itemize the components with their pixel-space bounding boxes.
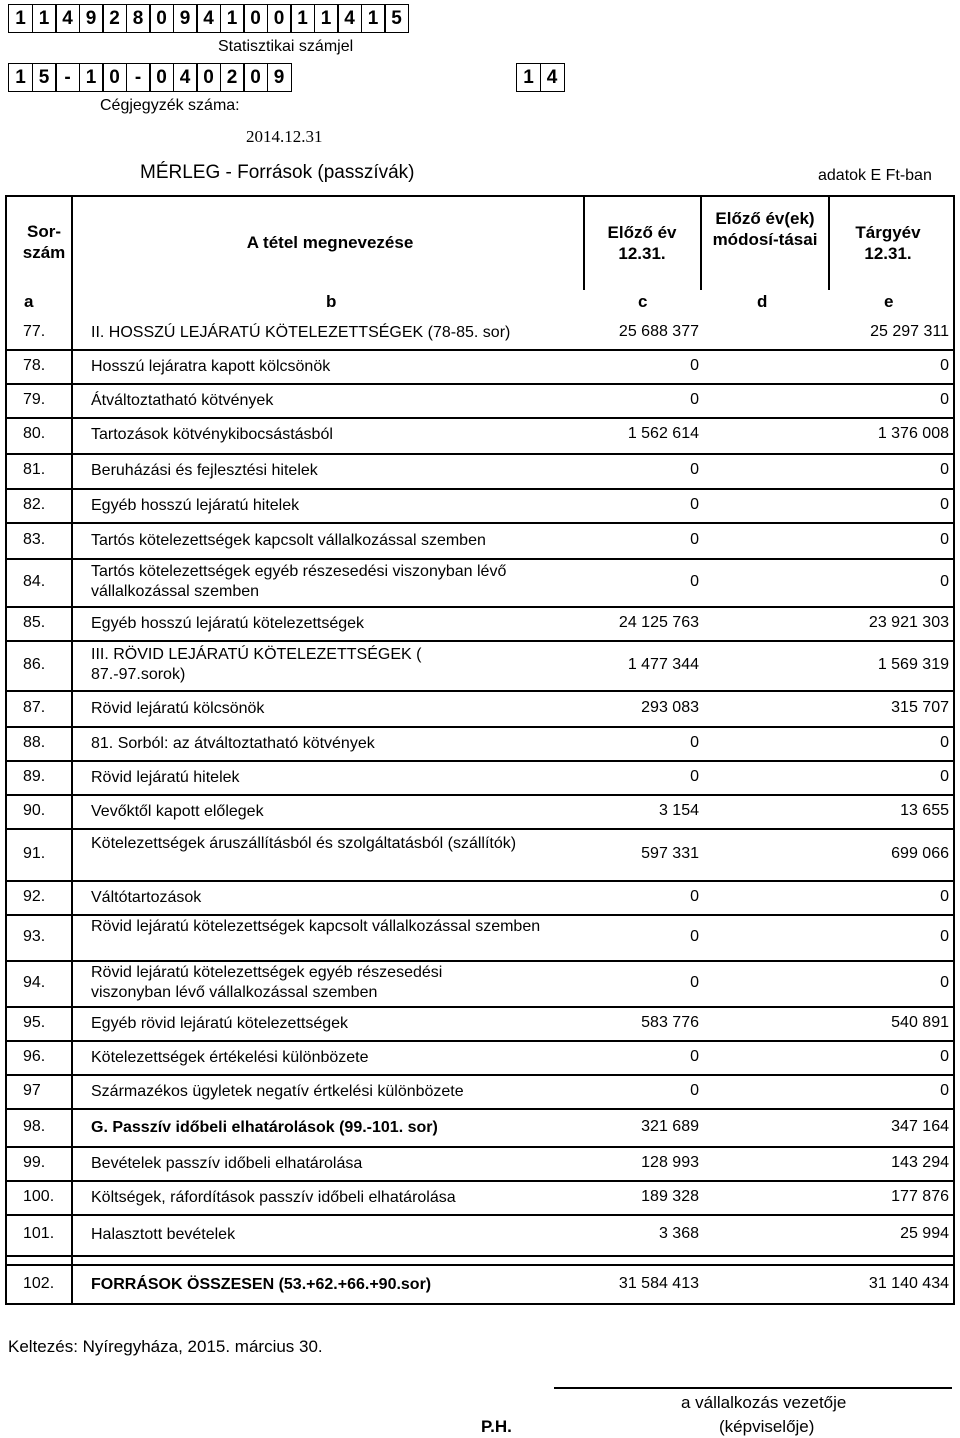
row-prev-year-value: 0 [690,1048,699,1065]
digit-box: 0 [243,63,268,92]
header-current-year: Tárgyév 12.31. [855,223,921,264]
table-row [7,316,953,350]
cegjegyzek-label: Cégjegyzék száma: [100,97,240,114]
table-row [7,1147,953,1181]
row-current-year-value: 0 [940,357,949,374]
statisztikai-szamjel-boxes [8,4,408,33]
table-row [7,489,953,523]
row-prev-year-value: 0 [690,974,699,991]
place-date: Keltezés: Nyíregyháza, 2015. március 30. [8,1337,323,1356]
row-current-year-value: 0 [940,496,949,513]
row-number: 86. [23,656,46,673]
digit-box: 1 [290,4,315,33]
digit-box: 1 [361,4,386,33]
row-current-year-value: 31 140 434 [868,1275,949,1292]
table-row [7,915,953,961]
row-current-year-value: 0 [940,573,949,590]
table-row [7,607,953,641]
digit-box: 5 [384,4,409,33]
digit-box: 0 [102,63,127,92]
row-number: 89. [23,768,46,785]
table-row [7,1109,953,1147]
row-current-year-value: 0 [940,1082,949,1099]
header-prev-year: Előző év 12.31. [607,223,677,264]
row-current-year-value: 0 [940,974,949,991]
table-row [7,1181,953,1215]
row-number: 85. [23,614,46,631]
column-letter-d: d [757,292,768,311]
row-prev-year-value: 0 [690,928,699,945]
row-prev-year-value: 24 125 763 [618,614,699,631]
column-letter-a: a [24,292,34,311]
row-prev-year-value: 321 689 [641,1118,699,1135]
table-row [7,559,953,607]
digit-box: 0 [149,63,174,92]
table-row [7,761,953,795]
row-current-year-value: 1 569 319 [877,656,949,673]
row-name: Származékos ügyletek negatív értkelési különbözete [91,1083,464,1100]
row-name: 81. Sorból: az átváltoztatható kötvények [91,735,375,752]
row-name: Egyéb hosszú lejáratú kötelezettségek [91,615,365,632]
digit-box: 1 [220,4,245,33]
digit-box: 4 [55,4,80,33]
row-number: 97 [23,1082,41,1099]
row-number: 88. [23,734,46,751]
digit-box: 1 [8,63,33,92]
row-current-year-value: 0 [940,928,949,945]
digit-box: 4 [540,63,565,92]
digit-box: 2 [220,63,245,92]
row-prev-year-value: 583 776 [641,1014,699,1031]
row-number: 94. [23,974,46,991]
row-name: Rövid lejáratú kötelezettségek kapcsolt vállalkozással szemben [91,918,541,935]
row-current-year-value: 0 [940,734,949,751]
row-prev-year-value: 0 [690,357,699,374]
unit-note: adatok E Ft-ban [818,167,932,184]
table-row [7,1075,953,1109]
row-number: 101. [23,1225,55,1242]
row-name: Átváltoztatható kötvények [91,392,274,409]
table-row [7,350,953,384]
signature-line [554,1387,952,1389]
table-row [7,1215,953,1255]
row-name: Rövid lejáratú kötelezettségek egyéb részesedési viszonyban lévő vállalkozással szemben [91,964,443,1001]
row-prev-year-value: 597 331 [641,845,699,862]
row-number: 96. [23,1048,46,1065]
row-prev-year-value: 3 368 [658,1225,699,1242]
row-number: 84. [23,573,46,590]
header-name: A tétel megnevezése [246,233,414,252]
row-name: FORRÁSOK ÖSSZESEN (53.+62.+66.+90.sor) [91,1276,432,1293]
row-current-year-value: 699 066 [891,845,949,862]
digit-box: 4 [196,4,221,33]
table-row [7,961,953,1007]
row-current-year-value: 0 [940,461,949,478]
row-number: 102. [23,1275,55,1292]
digit-box: - [126,63,151,92]
table-row [7,1265,953,1305]
row-prev-year-value: 1 562 614 [627,425,699,442]
row-number: 81. [23,461,46,478]
table-row [7,384,953,418]
row-current-year-value: 315 707 [891,699,949,716]
row-name: Bevételek passzív időbeli elhatárolása [91,1155,363,1172]
row-name: Tartós kötelezettségek egyéb részesedési viszonyban lévő vállalkozással szemben [91,563,507,600]
table-row [7,691,953,727]
digit-box: 1 [32,4,57,33]
row-name: Vevőktől kapott előlegek [91,803,264,820]
digit-box: 4 [337,4,362,33]
table-row [7,454,953,488]
row-prev-year-value: 0 [690,888,699,905]
table-row [7,418,953,452]
row-name: Rövid lejáratú hitelek [91,769,240,786]
table-row [7,829,953,881]
column-letter-e: e [884,292,894,311]
row-number: 80. [23,425,46,442]
row-prev-year-value: 25 688 377 [618,323,699,340]
digit-box: 1 [8,4,33,33]
row-current-year-value: 0 [940,768,949,785]
column-letter-b: b [326,292,337,311]
table-row [7,795,953,829]
row-prev-year-value: 0 [690,461,699,478]
row-prev-year-value: 0 [690,573,699,590]
row-number: 99. [23,1154,46,1171]
row-number: 77. [23,323,46,340]
row-number: 91. [23,845,46,862]
row-number: 87. [23,699,46,716]
column-divider [583,195,585,290]
table-row [7,641,953,691]
digit-box: 1 [516,63,541,92]
row-name: III. RÖVID LEJÁRATÚ KÖTELEZETTSÉGEK ( 87.-97.sorok) [91,646,422,683]
digit-box: 5 [32,63,57,92]
row-prev-year-value: 0 [690,1082,699,1099]
row-prev-year-value: 1 477 344 [627,656,699,673]
row-prev-year-value: 189 328 [641,1188,699,1205]
table-row [7,881,953,915]
digit-box: 2 [102,4,127,33]
row-current-year-value: 1 376 008 [877,425,949,442]
digit-box: 0 [196,63,221,92]
digit-box: 1 [314,4,339,33]
row-current-year-value: 13 655 [900,802,949,819]
row-current-year-value: 23 921 303 [868,614,949,631]
row-number: 82. [23,496,46,513]
digit-box: 9 [267,63,292,92]
cegjegyzek-szam-boxes [8,63,290,92]
row-number: 83. [23,531,46,548]
row-prev-year-value: 128 993 [641,1154,699,1171]
digit-box: 9 [79,4,104,33]
row-current-year-value: 177 876 [891,1188,949,1205]
ph-stamp-label: P.H. [481,1417,512,1436]
row-current-year-value: 0 [940,1048,949,1065]
header-modifications: Előző év(ek) módosí-tásai [712,209,818,250]
digit-box: 4 [173,63,198,92]
row-name: Halasztott bevételek [91,1226,236,1243]
row-number: 78. [23,357,46,374]
digit-box: 9 [173,4,198,33]
cegjegyzek-tail-boxes [516,63,563,92]
row-name: II. HOSSZÚ LEJÁRATÚ KÖTELEZETTSÉGEK (78-85. sor) [91,324,511,341]
row-divider [7,1255,953,1257]
row-name: Tartós kötelezettségek kapcsolt vállalkozással szemben [91,532,486,549]
row-current-year-value: 0 [940,531,949,548]
table-row [7,523,953,559]
row-name: G. Passzív időbeli elhatárolások (99.-101. sor) [91,1119,438,1136]
row-prev-year-value: 0 [690,768,699,785]
digit-box: 8 [126,4,151,33]
row-number: 93. [23,928,46,945]
signature-role: a vállalkozás vezetője [681,1393,847,1412]
row-prev-year-value: 3 154 [658,802,699,819]
row-name: Tartozások kötvénykibocsástásból [91,426,333,443]
row-prev-year-value: 0 [690,531,699,548]
row-number: 100. [23,1188,55,1205]
statisztikai-szamjel-label: Statisztikai számjel [218,38,354,55]
row-number: 95. [23,1014,46,1031]
row-name: Rövid lejáratú kölcsönök [91,700,265,717]
digit-box: 0 [149,4,174,33]
row-name: Hosszú lejáratra kapott kölcsönök [91,358,331,375]
row-name: Egyéb rövid lejáratú kötelezettségek [91,1015,349,1032]
table-row [7,1041,953,1075]
row-prev-year-value: 293 083 [641,699,699,716]
report-date: 2014.12.31 [246,127,323,146]
digit-box: 0 [267,4,292,33]
row-current-year-value: 540 891 [891,1014,949,1031]
digit-box: - [55,63,80,92]
column-letter-c: c [638,292,648,311]
row-name: Költségek, ráfordítások passzív időbeli elhatárolása [91,1189,456,1206]
row-number: 79. [23,391,46,408]
row-name: Beruházási és fejlesztési hitelek [91,462,318,479]
row-name: Kötelezettségek értékelési különbözete [91,1049,369,1066]
row-current-year-value: 347 164 [891,1118,949,1135]
row-current-year-value: 0 [940,391,949,408]
table-row [7,727,953,761]
row-current-year-value: 0 [940,888,949,905]
row-prev-year-value: 0 [690,391,699,408]
row-name: Kötelezettségek áruszállításból és szolgáltatásból (szállítók) [91,835,517,852]
row-current-year-value: 25 297 311 [870,323,949,340]
row-number: 98. [23,1118,46,1135]
signature-role-representative: (képviselője) [719,1417,815,1436]
row-prev-year-value: 0 [690,734,699,751]
table-row [7,1007,953,1041]
page-title: MÉRLEG - Források (passzívák) [140,162,415,183]
row-current-year-value: 143 294 [891,1154,949,1171]
digit-box: 0 [243,4,268,33]
header-sorszam: Sor-szám [22,222,66,263]
row-prev-year-value: 0 [690,496,699,513]
row-number: 90. [23,802,46,819]
row-current-year-value: 25 994 [900,1225,949,1242]
row-prev-year-value: 31 584 413 [618,1275,699,1292]
row-name: Egyéb hosszú lejáratú hitelek [91,497,300,514]
row-number: 92. [23,888,46,905]
digit-box: 1 [79,63,104,92]
row-name: Váltótartozások [91,889,202,906]
